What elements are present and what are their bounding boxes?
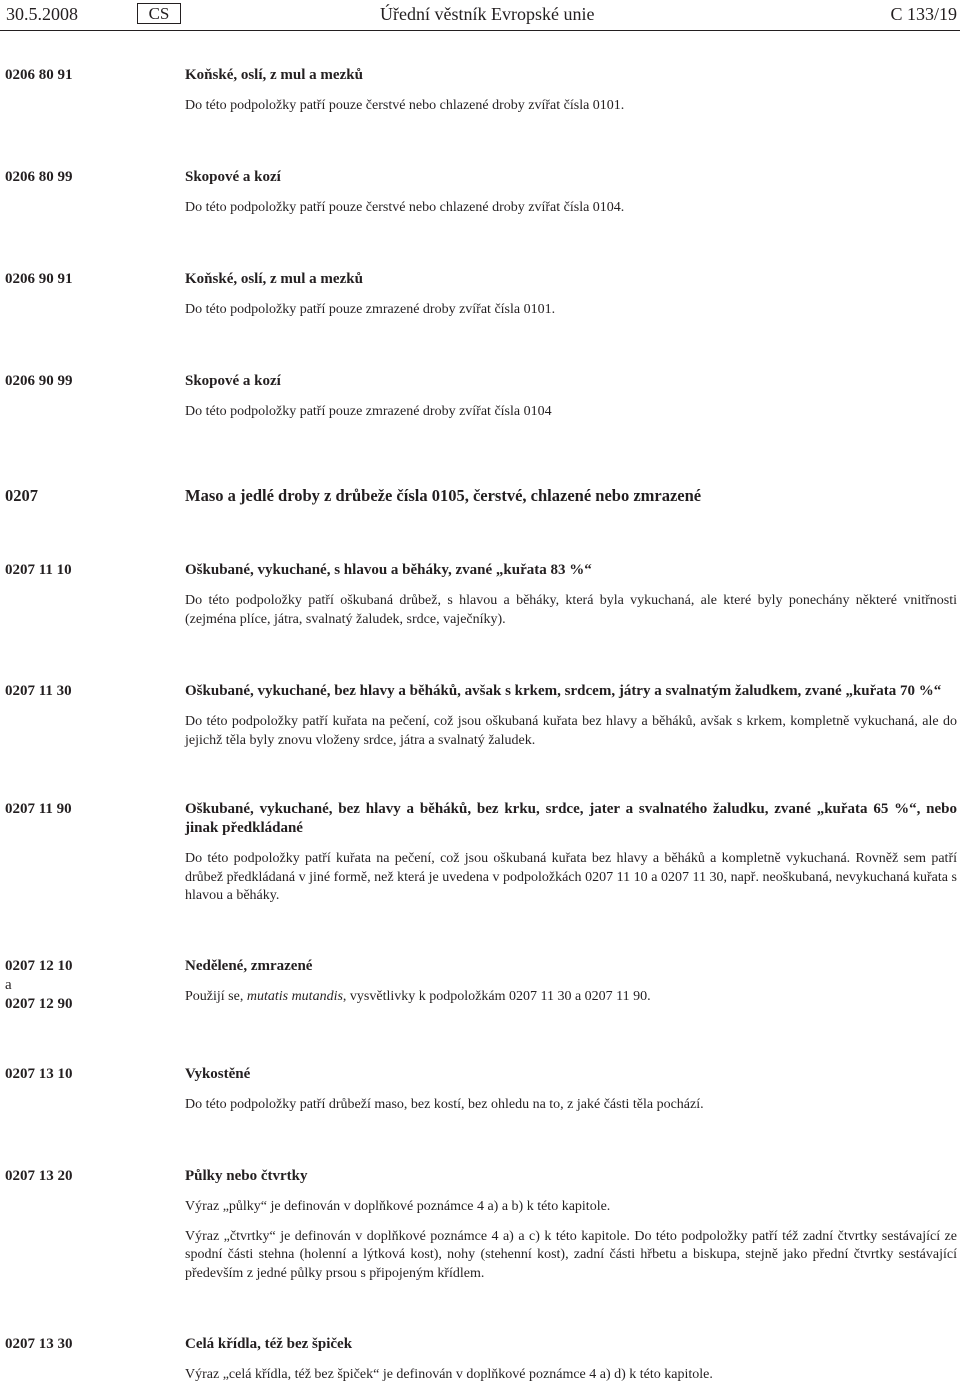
entry-content bbox=[185, 270, 957, 331]
entry-paragraph: Do této podpoložky patří pouze zmrazené droby zvířat čísla 0104 bbox=[185, 404, 552, 419]
heading-code: 0207 bbox=[5, 486, 38, 505]
entry-paragraph: Do této podpoložky patří kuřata na pečení, což jsou oškubaná kuřata bez hlavy a běháků a kompletně vykuchaná. Rovněž sem patří drůbež předkládaná v jiné formě, než která je uvedena v podpoložkách 0207 11 10 a 0207 11 30, např. neoškubaná, nevykuchaná kuřata s hlavou a běháky. bbox=[185, 851, 957, 903]
entry-paragraph: Výraz „půlky“ je definován v doplňkové poznámce 4 a) a b) k této kapitole. bbox=[185, 1199, 611, 1214]
entry-code: 0206 90 91 bbox=[5, 271, 73, 287]
entry-code: 0207 13 20 bbox=[5, 1168, 73, 1184]
entry-code-conjunction: a bbox=[5, 977, 12, 993]
entry-content bbox=[185, 1065, 957, 1126]
entry-title: Oškubané, vykuchané, s hlavou a běháky, zvané „kuřata 83 %“ bbox=[185, 562, 592, 578]
entry-title: Skopové a kozí bbox=[185, 373, 281, 389]
entry-title: Koňské, oslí, z mul a mezků bbox=[185, 271, 363, 287]
entry-content bbox=[185, 168, 957, 229]
entry-code: 0206 80 99 bbox=[5, 169, 73, 185]
language-badge: CS bbox=[137, 3, 181, 24]
entry-code: 0207 13 30 bbox=[5, 1336, 73, 1352]
entry-content bbox=[185, 561, 957, 640]
entry-content bbox=[185, 682, 957, 761]
entry-paragraph: Do této podpoložky patří pouze čerstvé nebo chlazené droby zvířat čísla 0101. bbox=[185, 98, 625, 113]
entry-code-range bbox=[5, 957, 73, 1014]
entry-code: 0207 11 90 bbox=[5, 801, 72, 817]
latin-phrase: mutatis mutandis bbox=[246, 989, 343, 1004]
entry-paragraph: Výraz „čtvrtky“ je definován v doplňkové poznámce 4 a) a c) k této kapitole. Do této podpoložky patří též zadní čtvrtky sestávající ze spodní části stehna (holenní a lýtková kost), nohy (stehenní kost), zadní části hřbetu a biskupa, stejně jako přední čtvrtky sestávající především z jedné půlky prsou s připojeným křídlem. bbox=[185, 1228, 957, 1281]
entry-content bbox=[185, 66, 957, 127]
entry-code: 0207 12 10 bbox=[5, 958, 73, 974]
entry-code: 0206 80 91 bbox=[5, 67, 73, 83]
entry-content bbox=[185, 957, 957, 1018]
entry-title: Koňské, oslí, z mul a mezků bbox=[185, 67, 363, 83]
entry-paragraph: Výraz „celá křídla, též bez špiček“ je definován v doplňkové poznámce 4 a) d) k této kapitole. bbox=[185, 1367, 713, 1382]
entry-paragraph: Do této podpoložky patří pouze zmrazené droby zvířat čísla 0101. bbox=[185, 302, 556, 317]
entry-content bbox=[185, 1167, 957, 1294]
entry-content bbox=[185, 486, 957, 517]
entry-code: 0207 12 90 bbox=[5, 996, 73, 1012]
entry-title: Oškubané, vykuchané, bez hlavy a běháků, bez krku, srdce, jater a svalnatého žaludku, zvané „kuřata 65 %“, nebo jinak předkládané bbox=[185, 801, 957, 836]
entry-code: 0206 90 99 bbox=[5, 373, 73, 389]
entry-title: Skopové a kozí bbox=[185, 169, 281, 185]
entry-paragraph: Do této podpoložky patří pouze čerstvé nebo chlazené droby zvířat čísla 0104. bbox=[185, 200, 625, 215]
entry-code: 0207 11 30 bbox=[5, 683, 72, 699]
entry-content bbox=[185, 372, 957, 433]
entry-code: 0207 11 10 bbox=[5, 562, 72, 578]
entry-content bbox=[185, 1335, 957, 1396]
journal-title: Úřední věstník Evropské unie bbox=[380, 4, 595, 24]
page-reference: C 133/19 bbox=[890, 4, 957, 24]
entry-paragraph: Do této podpoložky patří kuřata na pečení, což jsou oškubaná kuřata bez hlavy a běháků, avšak s krkem, kompletně vykuchaná, ale do jejichž těla byly znovu vloženy srdce, játra a svalnatý žaludek. bbox=[185, 714, 957, 748]
header-rule bbox=[0, 30, 960, 31]
entry-title: Oškubané, vykuchané, bez hlavy a běháků, avšak s krkem, srdcem, játry a svalnatým žaludkem, zvané „kuřata 70 %“ bbox=[185, 683, 942, 699]
paragraph-text: Použijí se, bbox=[185, 989, 247, 1004]
journal-header bbox=[0, 0, 960, 30]
heading-title: Maso a jedlé droby z drůbeže čísla 0105, čerstvé, chlazené nebo zmrazené bbox=[185, 486, 702, 505]
entry-content bbox=[185, 800, 957, 917]
paragraph-text: , vysvětlivky k podpoložkám 0207 11 30 a 0207 11 90. bbox=[342, 989, 651, 1004]
entry-title: Nedělené, zmrazené bbox=[185, 958, 313, 974]
entry-paragraph bbox=[185, 988, 957, 1007]
entry-title: Vykostěné bbox=[185, 1066, 251, 1082]
entry-title: Celá křídla, též bez špiček bbox=[185, 1336, 353, 1352]
entry-paragraph: Do této podpoložky patří oškubaná drůbež, s hlavou a běháky, která byla vykuchaná, ale které byly ponechány některé vnitřnosti (zejména plíce, játra, svalnatý žaludek, srdce, vaječníky). bbox=[185, 593, 957, 627]
entry-paragraph: Do této podpoložky patří drůbeží maso, bez kostí, bez ohledu na to, z jaké části těla pochází. bbox=[185, 1097, 704, 1112]
entry-code: 0207 13 10 bbox=[5, 1066, 73, 1082]
publication-date: 30.5.2008 bbox=[6, 4, 78, 24]
entry-title: Půlky nebo čtvrtky bbox=[185, 1168, 308, 1184]
